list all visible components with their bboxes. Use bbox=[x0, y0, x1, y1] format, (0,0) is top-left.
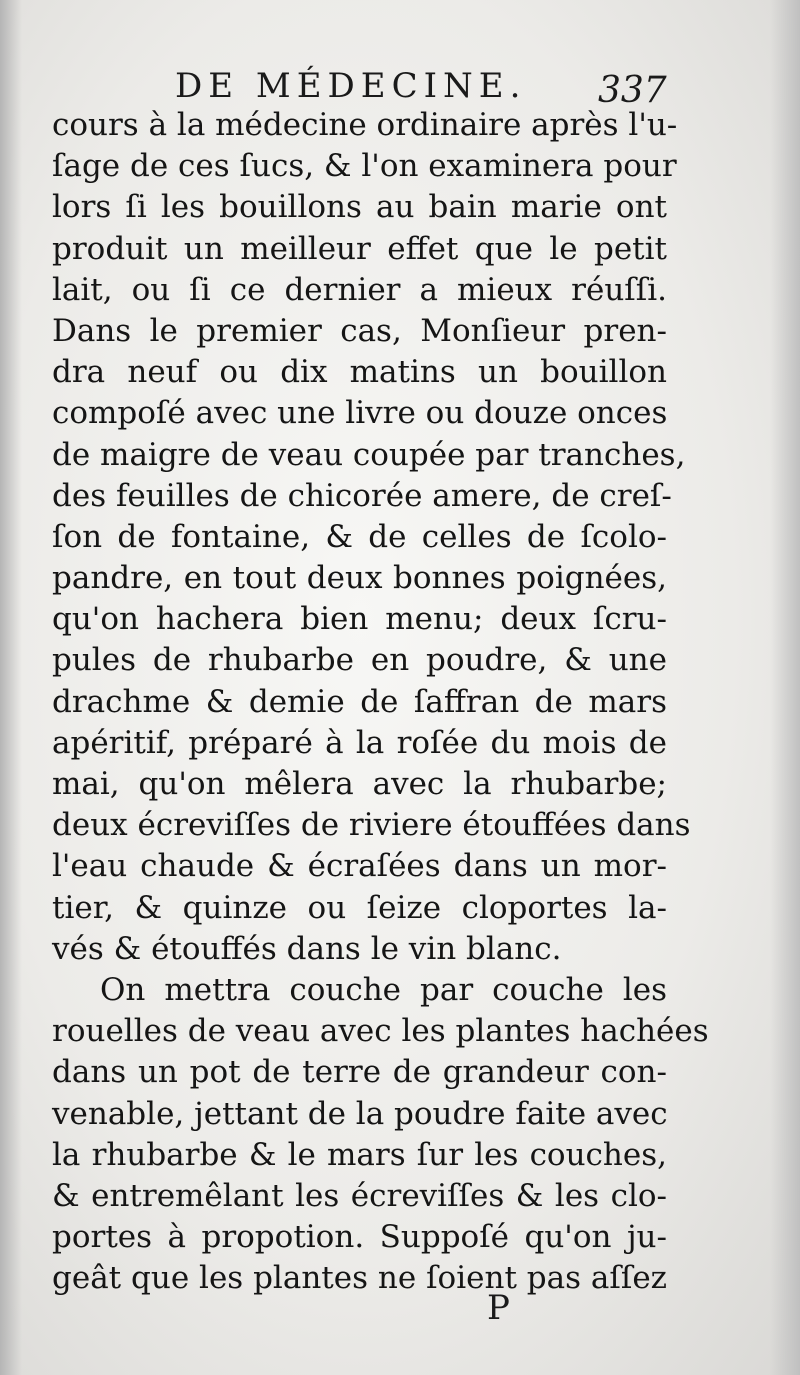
text-line: l'eau chaude & écraſées dans un mor- bbox=[52, 848, 667, 885]
text-line: dans un pot de terre de grandeur con- bbox=[52, 1054, 667, 1091]
text-line: apéritif, préparé à la roſée du mois de bbox=[52, 724, 667, 761]
text-line: lait, ou ſi ce dernier a mieux réuſſi. bbox=[52, 271, 667, 308]
text-line: dra neuf ou dix matins un bouillon bbox=[52, 354, 667, 391]
text-line: deux écreviſſes de riviere étouffées dans bbox=[52, 807, 691, 844]
text-line: pandre, en tout deux bonnes poignées, bbox=[52, 560, 667, 597]
text-line: portes à propotion. Suppoſé qu'on ju- bbox=[52, 1219, 667, 1256]
signature-mark: P bbox=[487, 1288, 510, 1328]
paragraph-last-line: vés & étouffés dans le vin blanc. bbox=[52, 930, 562, 967]
text-line: la rhubarbe & le mars ſur les couches, bbox=[52, 1136, 667, 1173]
text-line: tier, & quinze ou ſeize cloportes la- bbox=[52, 889, 667, 926]
text-line: compoſé avec une livre ou douze onces bbox=[52, 395, 668, 432]
paragraph-first-line: On mettra couche par couche les bbox=[100, 971, 667, 1008]
text-line: venable, jettant de la poudre faite avec bbox=[52, 1095, 668, 1132]
text-line: produit un meilleur effet que le petit bbox=[52, 230, 667, 267]
text-line: ſage de ces ſucs, & l'on examinera pour bbox=[52, 148, 677, 185]
body-text bbox=[52, 105, 709, 1299]
text-line: de maigre de veau coupée par tranches, bbox=[52, 436, 686, 473]
page-number: 337 bbox=[598, 70, 667, 111]
text-line: geât que les plantes ne ſoient pas aſſez bbox=[52, 1260, 667, 1297]
text-line: rouelles de veau avec les plantes hachées bbox=[52, 1013, 709, 1050]
text-line: mai, qu'on mêlera avec la rhubarbe; bbox=[52, 766, 667, 802]
text-line: lors ſi les bouillons au bain marie ont bbox=[52, 189, 667, 226]
text-line: pules de rhubarbe en poudre, & une bbox=[52, 642, 667, 679]
text-line: cours à la médecine ordinaire après l'u- bbox=[52, 107, 678, 143]
text-line: des feuilles de chicorée amere, de creſ- bbox=[52, 477, 672, 514]
text-line: Dans le premier cas, Monſieur pren- bbox=[52, 312, 667, 349]
page-gutter-shadow bbox=[0, 0, 22, 1375]
text-line: ſon de fontaine, & de celles de ſcolo- bbox=[52, 518, 667, 555]
text-line: & entremêlant les écreviſſes & les clo- bbox=[52, 1177, 667, 1214]
running-title: DE MÉDECINE. bbox=[175, 66, 527, 106]
page-edge-shadow bbox=[770, 0, 800, 1375]
text-line: qu'on hachera bien menu; deux ſcru- bbox=[52, 601, 667, 638]
text-line: drachme & demie de ſaffran de mars bbox=[52, 683, 667, 720]
